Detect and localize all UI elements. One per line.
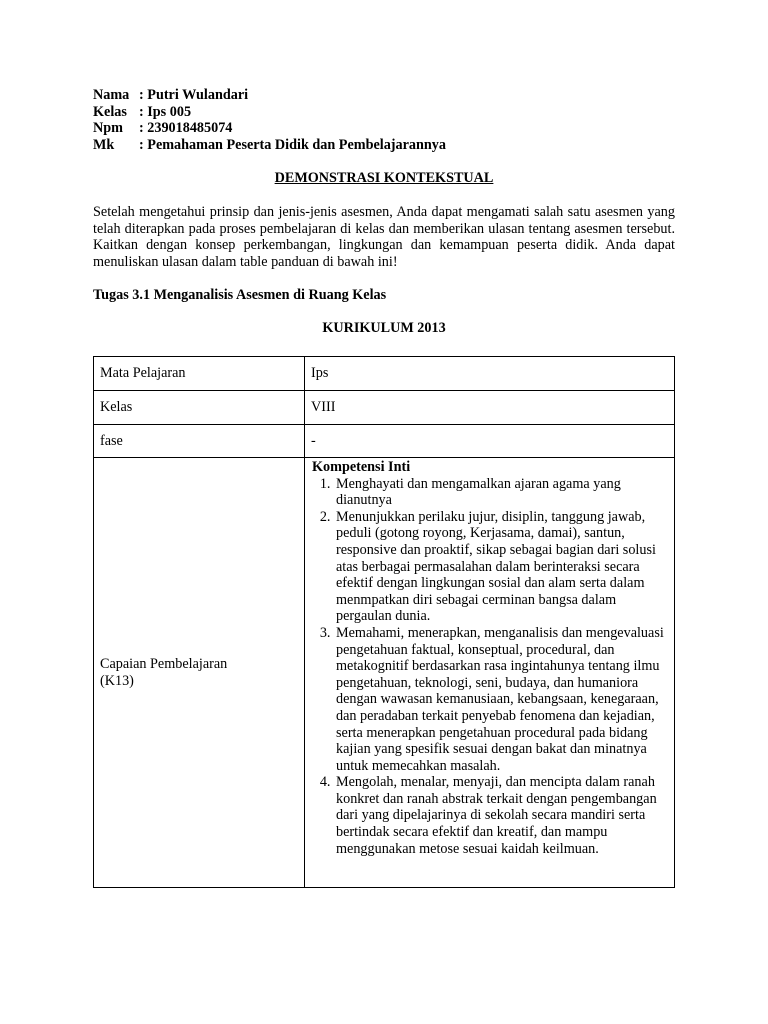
assessment-table [93, 356, 675, 888]
list-item: 3. Memahami, menerapkan, menganalisis dan mengevaluasi pengetahuan faktual, konseptual, procedural, dan metakognitif berdasarkan rasa ingintahunya tentang ilmu pengetahuan, teknologi, seni, budaya, dan humaniora dengan wawasan kemanusiaan, kebangsaan, kenegaraan, dan peradaban terkait penyebab fenomena dan kejadian, serta menerapkan pengetahuan procedural pada bidang kajian yang spesifik sesuai dengan bakat dan minatnya untuk memecahkan masalah. [334, 625, 668, 774]
cell-label: Kelas [94, 391, 305, 425]
info-value: : Pemahaman Peserta Didik dan Pembelajarannya [139, 136, 446, 153]
info-value: : Ips 005 [139, 103, 192, 120]
info-value: : Putri Wulandari [139, 87, 249, 103]
cell-value: VIII [305, 391, 675, 425]
table-row-capaian [94, 458, 675, 888]
table-row-fase [94, 425, 675, 458]
cell-value-capaian [305, 458, 675, 888]
capaian-label-line1: Capaian Pembelajaran [100, 656, 228, 673]
kompetensi-inti-heading: Kompetensi Inti [312, 459, 411, 475]
info-key: Mk [93, 136, 115, 153]
info-row-nama [93, 87, 675, 104]
student-info [93, 87, 675, 153]
table-row-mata-pelajaran [94, 357, 675, 391]
cell-label-capaian [94, 458, 305, 888]
curriculum-title: KURIKULUM 2013 [322, 319, 446, 336]
list-item: 2. Menunjukkan perilaku jujur, disiplin, tanggung jawab, peduli (gotong royong, Kerjasama, damai), santun, responsive dan proaktif, sikap sebagai bagian dari solusi atas berbagai permasalahan dalam berinteraksi secara efektif dengan lingkungan sosial dan alam serta dalam menmpatkan diri sebagai cerminan bangsa dalam pergaulan dunia. [334, 509, 668, 625]
info-row-kelas [93, 104, 675, 121]
info-row-mk [93, 137, 675, 154]
info-key: Npm [93, 120, 123, 137]
cell-label: Mata Pelajaran [94, 357, 305, 391]
info-value: : 239018485074 [139, 120, 233, 137]
capaian-label-line2: (K13) [100, 672, 134, 689]
table-row-kelas [94, 391, 675, 425]
list-item: 1. Menghayati dan mengamalkan ajaran agama yang dianutnya [334, 476, 668, 509]
info-key: Nama [93, 87, 130, 103]
task-title: Tugas 3.1 Menganalisis Asesmen di Ruang Kelas [93, 287, 387, 304]
info-key: Kelas [93, 103, 127, 120]
kompetensi-inti-list [311, 476, 668, 858]
info-row-npm [93, 120, 675, 137]
list-item: 4. Mengolah, menalar, menyaji, dan mencipta dalam ranah konkret dan ranah abstrak terkait dengan pengembangan dari yang dipelajarinya di sekolah secara mandiri serta bertindak secara efektif dan kreatif, dan mampu menggunakan metose sesuai kaidah keilmuan. [334, 774, 668, 857]
document-page [93, 87, 675, 857]
cell-value: - [305, 425, 675, 458]
document-title: DEMONSTRASI KONTEKSTUAL [274, 170, 494, 187]
cell-value: Ips [305, 357, 675, 391]
intro-paragraph: Setelah mengetahui prinsip dan jenis-jenis asesmen, Anda dapat mengamati salah satu asesmen yang telah diterapkan pada proses pembelajaran di kelas dan memberikan ulasan tentang asesmen tersebut. Kaitkan dengan konsep perkembangan, lingkungan dan kemampuan peserta didik. Anda dapat menuliskan ulasan dalam table panduan di bawah ini! [93, 203, 675, 270]
cell-label: fase [94, 425, 305, 458]
